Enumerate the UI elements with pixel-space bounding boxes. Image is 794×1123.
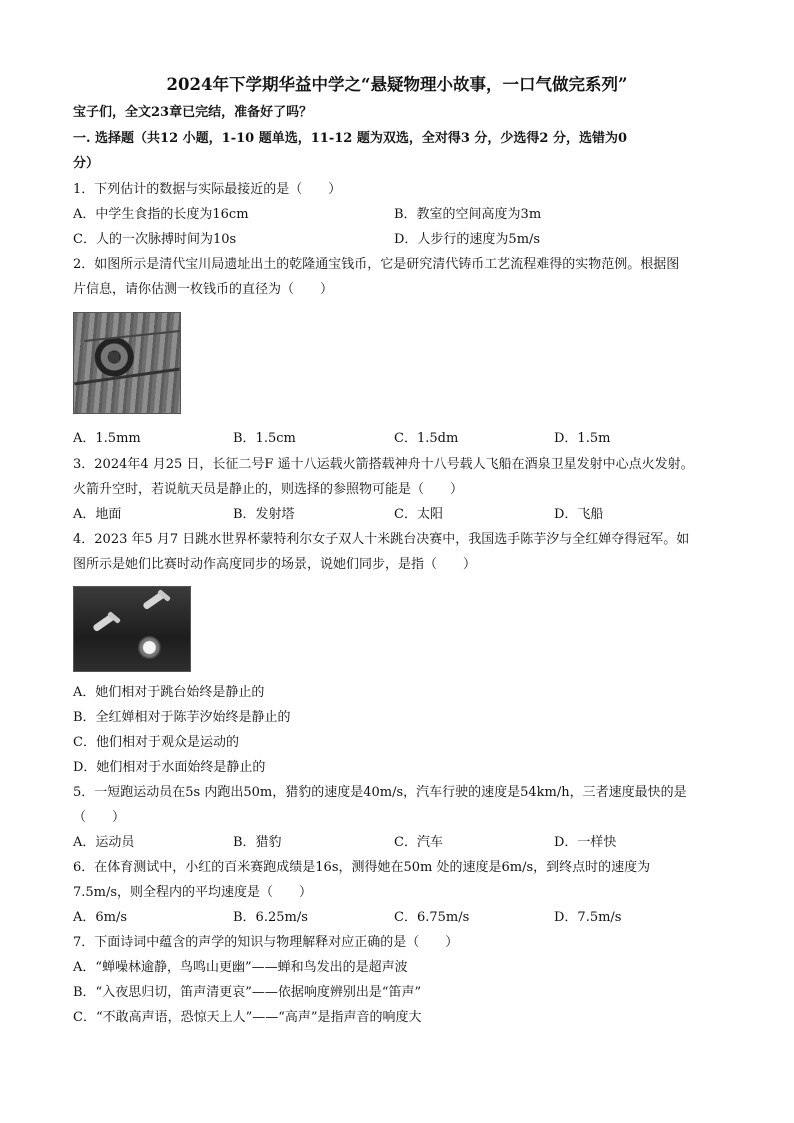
q7-option-c: C．“不敢高声语，恐惊天上人”——“高声”是指声音的响度大 (73, 1010, 422, 1025)
q5-option-a: A．运动员 (73, 835, 135, 850)
intro-text: 宝子们，全文23章已完结，准备好了吗？ (73, 105, 313, 120)
q2-stem-cont: 片信息，请你估测一枚钱币的直径为（ ） (73, 282, 334, 297)
q6-option-c: C．6.75m/s (394, 910, 470, 925)
q3-option-c: C．太阳 (394, 507, 443, 522)
q7-stem: 7．下面诗词中蕴含的声学的知识与物理解释对应正确的是（ ） (73, 935, 459, 950)
q1-option-b: B．教室的空间高度为3m (394, 207, 542, 222)
q6-stem: 6．在体育测试中，小红的百米赛跑成绩是16s，测得她在50m 处的速度是6m/s，到终点时的速度为 (73, 860, 651, 875)
q1-option-a: A．中学生食指的长度为16cm (73, 207, 249, 222)
q3-option-d: D．飞船 (554, 507, 604, 522)
q4-stem: 4．2023 年5 月7 日跳水世界杯蒙特利尔女子双人十米跳台决赛中，我国选手陈芋汐与全红婵夺得冠军。如 (73, 532, 690, 547)
q5-option-b: B．猎豹 (233, 835, 282, 850)
section-heading-cont: 分） (73, 156, 100, 171)
diving-photo (73, 586, 191, 672)
q2-option-b: B．1.5cm (233, 431, 296, 446)
q4-option-a: A．她们相对于跳台始终是静止的 (73, 685, 265, 700)
section-heading: 一. 选择题（共12 小题，1-10 题单选，11-12 题为双选，全对得3 分，少选得2 分，选错为0 (73, 131, 628, 146)
q1-option-c: C．人的一次脉搏时间为10s (73, 232, 237, 247)
q5-stem-cont: （ ） (73, 810, 126, 825)
page-title: 2024年下学期华益中学之“悬疑物理小故事，一口气做完系列” (166, 75, 628, 94)
coin-photo (73, 312, 181, 414)
q5-stem: 5．一短跑运动员在5s 内跑出50m，猎豹的速度是40m/s，汽车行驶的速度是54km/h，三者速度最快的是 (73, 785, 687, 800)
q2-option-d: D．1.5m (554, 431, 611, 446)
q4-option-b: B．全红婵相对于陈芋汐始终是静止的 (73, 710, 291, 725)
q5-option-c: C．汽车 (394, 835, 443, 850)
q1-stem: 1．下列估计的数据与实际最接近的是（ ） (73, 182, 342, 197)
q6-option-d: D．7.5m/s (554, 910, 622, 925)
q6-stem-cont: 7.5m/s，则全程内的平均速度是（ ） (73, 885, 313, 900)
q2-option-a: A．1.5mm (73, 431, 141, 446)
q7-option-b: B．“入夜思归切，笛声清更哀”——依据响度辨别出是“笛声” (73, 985, 422, 1000)
q2-option-c: C．1.5dm (394, 431, 459, 446)
q6-option-b: B．6.25m/s (233, 910, 308, 925)
q7-option-a: A．“蝉噪林逾静，鸟鸣山更幽”——蝉和鸟发出的是超声波 (73, 960, 408, 975)
q3-option-b: B．发射塔 (233, 507, 295, 522)
q6-option-a: A．6m/s (73, 910, 128, 925)
q1-option-d: D．人步行的速度为5m/s (394, 232, 541, 247)
q5-option-d: D．一样快 (554, 835, 617, 850)
q3-stem: 3．2024年4 月25 日，长征二号F 遥十八运载火箭搭载神舟十八号载人飞船在酒泉卫星发射中心点火发射。 (73, 457, 694, 472)
q4-stem-cont: 图所示是她们比赛时动作高度同步的场景，说她们同步，是指（ ） (73, 557, 477, 572)
q3-stem-cont: 火箭升空时，若说航天员是静止的，则选择的参照物可能是（ ） (73, 482, 464, 497)
q4-option-d: D．她们相对于水面始终是静止的 (73, 760, 266, 775)
q3-option-a: A．地面 (73, 507, 122, 522)
q4-option-c: C．他们相对于观众是运动的 (73, 735, 239, 750)
q2-stem: 2．如图所示是清代宝川局遗址出土的乾隆通宝钱币，它是研究清代铸币工艺流程难得的实物范例。根据图 (73, 257, 680, 272)
